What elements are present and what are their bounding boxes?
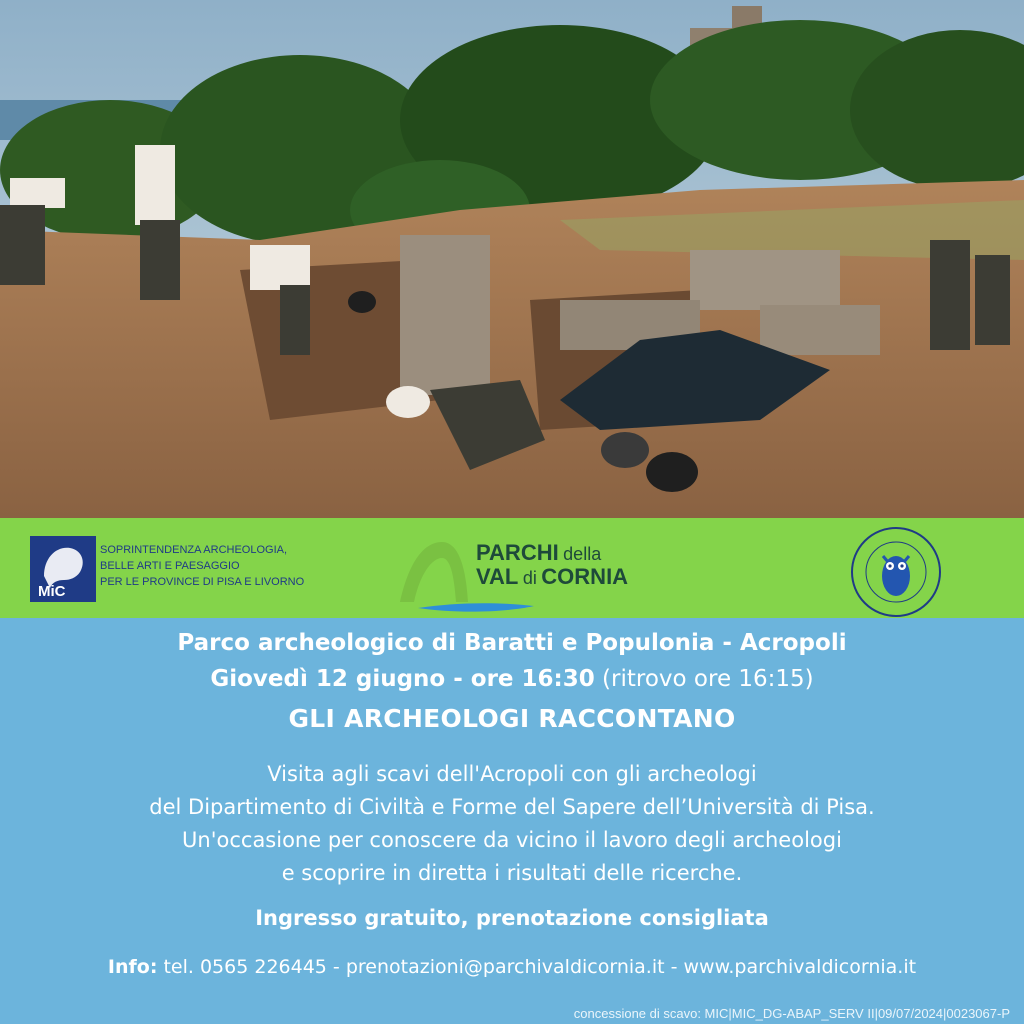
soprintendenza-text — [100, 542, 304, 590]
description-line-4: e scoprire in diretta i risultati delle ricerche. — [281, 861, 743, 885]
contact-info — [0, 956, 1024, 978]
sopr-line-3: PER LE PROVINCE DI PISA E LIVORNO — [100, 576, 305, 588]
event-meeting-time: (ritrovo ore 16:15) — [594, 666, 814, 692]
university-seal-logo — [848, 524, 944, 620]
description-line-3: Un'occasione per conoscere da vicino il lavoro degli archeologi — [182, 828, 842, 852]
description-line-1: Visita agli scavi dell'Acropoli con gli archeologi — [267, 762, 757, 786]
description-line-2: del Dipartimento di Civiltà e Forme del Sapere dell’Università di Pisa. — [149, 795, 875, 819]
park-name: Parco archeologico di Baratti e Populonia - Acropoli — [177, 630, 847, 656]
admission-note: Ingresso gratuito, prenotazione consigliata — [255, 906, 769, 930]
event-date — [0, 666, 1024, 692]
parchi-wordmark-line1: PARCHI della — [476, 540, 602, 565]
excavation-concession: concessione di scavo: MIC|MIC_DG-ABAP_SERV II|09/07/2024|0023067-P — [573, 1006, 1010, 1021]
sopr-line-2: BELLE ARTI E PAESAGGIO — [100, 560, 240, 572]
event-info — [0, 618, 1024, 1024]
svg-text:MiC: MiC — [38, 583, 66, 600]
parchi-val-di-cornia-logo — [398, 526, 678, 614]
info-label: Info: — [107, 956, 158, 978]
event-date-time: Giovedì 12 giugno - ore 16:30 — [210, 666, 595, 692]
event-title: GLI ARCHEOLOGI RACCONTANO — [288, 704, 736, 733]
info-details: tel. 0565 226445 - prenotazioni@parchivaldicornia.it - www.parchivaldicornia.it — [157, 956, 917, 978]
mic-logo — [30, 536, 96, 602]
parchi-wordmark-line2: VAL di CORNIA — [476, 564, 629, 589]
sopr-line-1: SOPRINTENDENZA ARCHEOLOGIA, — [100, 544, 288, 556]
logo-band — [0, 518, 1024, 618]
event-description — [0, 758, 1024, 890]
